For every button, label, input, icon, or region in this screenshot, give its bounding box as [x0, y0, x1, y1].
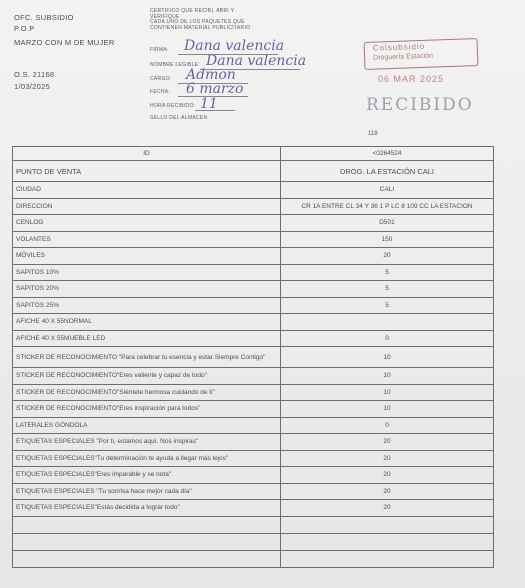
item-value-cell: 20: [281, 500, 494, 517]
item-label-cell: STICKER DE RECONOCIMIENTO"Siéntete hermosa cuidando de ti": [13, 384, 281, 401]
item-label-cell: SAPITOS 25%: [13, 297, 281, 314]
cert-line: CADA UNO DE LOS PAQUETES QUE: [150, 19, 245, 25]
item-label-cell: SAPITOS 20%: [13, 281, 281, 298]
stamp-line-2: Droguería Estación: [372, 52, 434, 62]
item-label-cell: MÓVILES: [13, 248, 281, 265]
table-row: [13, 264, 494, 281]
item-value-cell: 5: [281, 281, 494, 298]
org-line-2: P.O.P: [14, 24, 35, 33]
item-value-cell: CR 1A ENTRE CL 34 Y 36 1 P LC 8 109 CC LA ESTACION: [281, 198, 494, 215]
nombre-label: NOMBRE LEGIBLE:: [150, 62, 201, 68]
item-value-cell: CALI: [281, 182, 494, 199]
table-row: [13, 330, 494, 347]
hora-handwritten: 11: [200, 96, 218, 112]
table-row: [13, 516, 494, 533]
item-value-cell: [281, 550, 494, 567]
item-value-cell: 20: [281, 434, 494, 451]
table-row: [13, 314, 494, 331]
table-header-row: [13, 147, 494, 161]
item-label-cell: AFICHE 40 X 55MUEBLE LED: [13, 330, 281, 347]
item-label-cell: DIRECCION: [13, 198, 281, 215]
item-label-cell: ETIQUETAS ESPECIALES"Estás decidida a lograr todo": [13, 500, 281, 517]
item-label-cell: PUNTO DE VENTA: [13, 161, 281, 182]
item-value-cell: 0: [281, 417, 494, 434]
item-value-cell: 5: [281, 264, 494, 281]
item-label-cell: ETIQUETAS ESPECIALES "Por ti, estamos aquí. Nos inspiras": [13, 434, 281, 451]
item-label-cell: AFICHE 40 X 55NORMAL: [13, 314, 281, 331]
stamp-line-1: Colsubsidio: [372, 41, 426, 53]
fecha-handwritten: 6 marzo: [186, 81, 244, 97]
delivery-table: [12, 146, 494, 568]
table-row: [13, 215, 494, 232]
item-value-cell: [281, 314, 494, 331]
id-value-cell: <0264524: [281, 147, 494, 161]
item-value-cell: 10: [281, 384, 494, 401]
item-label-cell: VOLANTES: [13, 231, 281, 248]
item-value-cell: 0: [281, 330, 494, 347]
table-row: [13, 467, 494, 484]
table-row: [13, 500, 494, 517]
table-row: [13, 297, 494, 314]
table-row: [13, 417, 494, 434]
item-value-cell: [281, 533, 494, 550]
item-value-cell: 10: [281, 368, 494, 385]
table-row: [13, 248, 494, 265]
item-value-cell: 20: [281, 467, 494, 484]
table-row: [13, 401, 494, 418]
cert-line: CERTIFICO QUE RECIBI, ABRI Y: [150, 8, 235, 14]
table-row: [13, 281, 494, 298]
item-value-cell: 150: [281, 231, 494, 248]
cargo-label: CARGO:: [150, 76, 172, 82]
item-label-cell: STICKER DE RECONOCIMIENTO "Para celebrar tu esencia y estar Siempre Contigo": [13, 347, 281, 368]
item-value-cell: 10: [281, 347, 494, 368]
item-label-cell: STICKER DE RECONOCIMIENTO"Eres valiente y capaz de todo": [13, 368, 281, 385]
sello-label: SELLO DEL ALMACEN: [150, 115, 208, 121]
fecha-label: FECHA:: [150, 89, 171, 95]
table-row: [13, 550, 494, 567]
item-label-cell: [13, 533, 281, 550]
page-number: 118: [368, 131, 378, 137]
firma-signature: Dana valencia: [184, 38, 285, 54]
item-label-cell: STICKER DE RECONOCIMIENTO"Eres inspiración para todos": [13, 401, 281, 418]
hora-label: HORA RECIBIDO:: [150, 103, 196, 109]
firma-label: FIRMA:: [150, 47, 169, 53]
certification-text: [150, 9, 250, 31]
item-value-cell: 20: [281, 248, 494, 265]
table-row: [13, 483, 494, 500]
item-label-cell: ETIQUETAS ESPECIALES"Tu determinación te ayuda a llegar más lejos": [13, 450, 281, 467]
document-date: 1/03/2025: [14, 82, 51, 91]
id-label-cell: ID: [13, 147, 281, 161]
item-value-cell: 20: [281, 450, 494, 467]
item-label-cell: CIUDAD: [13, 182, 281, 199]
table-row: [13, 182, 494, 199]
table-row: [13, 384, 494, 401]
store-stamp: [364, 38, 479, 70]
item-label-cell: LATERALES GÓNDOLA: [13, 417, 281, 434]
item-label-cell: [13, 550, 281, 567]
table-row: [13, 198, 494, 215]
item-label-cell: CENLOG: [13, 215, 281, 232]
table-row: [13, 368, 494, 385]
item-label-cell: [13, 516, 281, 533]
stamp-date: 06 MAR 2025: [378, 74, 445, 84]
table-row: [13, 450, 494, 467]
item-label-cell: ETIQUETAS ESPECIALES"Eres imparable y se nota": [13, 467, 281, 484]
table-row: [13, 347, 494, 368]
table-row: [13, 533, 494, 550]
recibido-stamp: RECIBIDO: [366, 95, 474, 115]
item-label-cell: ETIQUETAS ESPECIALES "Tu sonrisa hace mejor cada día": [13, 483, 281, 500]
table-row: [13, 231, 494, 248]
event-name: MARZO CON M DE MUJER: [14, 38, 115, 47]
cert-line: VERIFIQUE: [150, 13, 180, 20]
item-value-cell: 20: [281, 483, 494, 500]
nombre-handwritten: Dana valencia: [206, 53, 307, 69]
cargo-handwritten: Admon: [186, 67, 236, 83]
cert-line: CONTIENEN MATERIAL PUBLICITARIO: [150, 24, 251, 31]
item-value-cell: 10: [281, 401, 494, 418]
item-value-cell: [281, 516, 494, 533]
item-label-cell: SAPITOS 10%: [13, 264, 281, 281]
table-row: [13, 161, 494, 182]
item-value-cell: DROG. LA ESTACIÓN CALI: [281, 161, 494, 182]
order-code: O.S. 21168: [14, 70, 55, 79]
item-value-cell: 5: [281, 297, 494, 314]
org-line-1: OFC. SUBSIDIO: [14, 13, 74, 22]
table-row: [13, 434, 494, 451]
item-value-cell: D501: [281, 215, 494, 232]
